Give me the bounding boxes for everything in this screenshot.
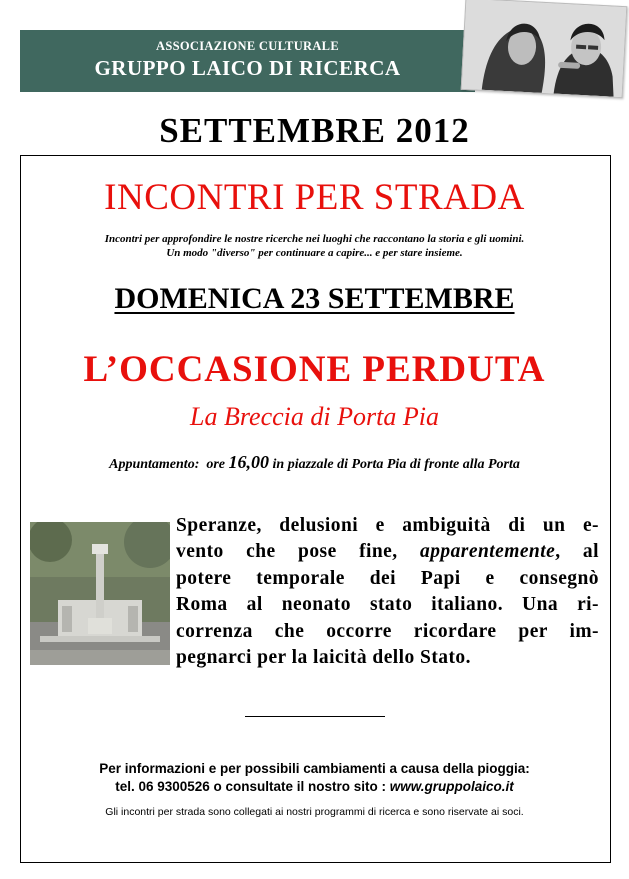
intro-line-1: Incontri per approfondire le nostre ricerche nei luoghi che raccontano la storia e gli uomini. [104,233,525,245]
event-description [176,513,599,671]
event-date-text: DOMENICA 23 SETTEMBRE [114,282,515,315]
header-photo [461,0,628,98]
description-line-5: correnza che occorre ricordare per im- [176,620,599,642]
portraits-image [462,0,626,97]
appointment-ore: ore [206,457,226,472]
description-line-4: Roma al neonato stato italiano. Una ri- [176,594,599,616]
porta-pia-monument-photo [30,522,170,665]
monument-image [30,522,170,665]
footer-info-line: Per informazioni e per possibili cambiamenti a causa della pioggia: [99,761,530,776]
appointment-place: in piazzale di Porta Pia di fronte alla Porta [272,457,520,472]
description-line-2-b: , al [555,541,599,563]
group-name: GRUPPO LAICO DI RICERCA [94,56,401,80]
description-line-3: potere temporale dei Papi e consegnò [176,567,599,589]
footer-contact-line [0,779,629,794]
appointment-time: 16,00 [228,452,270,472]
description-emphasis: apparentemente [420,541,556,563]
event-title: L’OCCASIONE PERDUTA [83,349,546,390]
event-subtitle: La Breccia di Porta Pia [190,402,439,431]
appointment-line [0,452,629,473]
month-heading: SETTEMBRE 2012 [159,111,470,150]
description-line-2-a: vento che pose fine, [176,541,420,563]
event-date [0,282,629,316]
header-banner [20,30,475,92]
description-line-2 [176,539,599,565]
series-title: INCONTRI PER STRADA [104,177,525,218]
footer-note: Gli incontri per strada sono collegati ai nostri programmi di ricerca e sono riservate ai soci. [105,806,524,818]
association-label: ASSOCIAZIONE CULTURALE [156,39,339,53]
footer-phone: tel. 06 9300526 o consultate il nostro sito : [115,779,390,794]
intro-line-2: Un modo "diverso" per continuare a capire... e per stare insieme. [166,247,463,259]
content-frame [20,155,611,863]
description-line-1: Speranze, delusioni e ambiguità di un e- [176,515,599,536]
description-line-6: pegnarci per la laicità dello Stato. [176,647,471,669]
appointment-label: Appuntamento: [109,457,200,472]
divider [245,716,385,717]
website-link[interactable]: www.gruppolaico.it [389,779,514,794]
